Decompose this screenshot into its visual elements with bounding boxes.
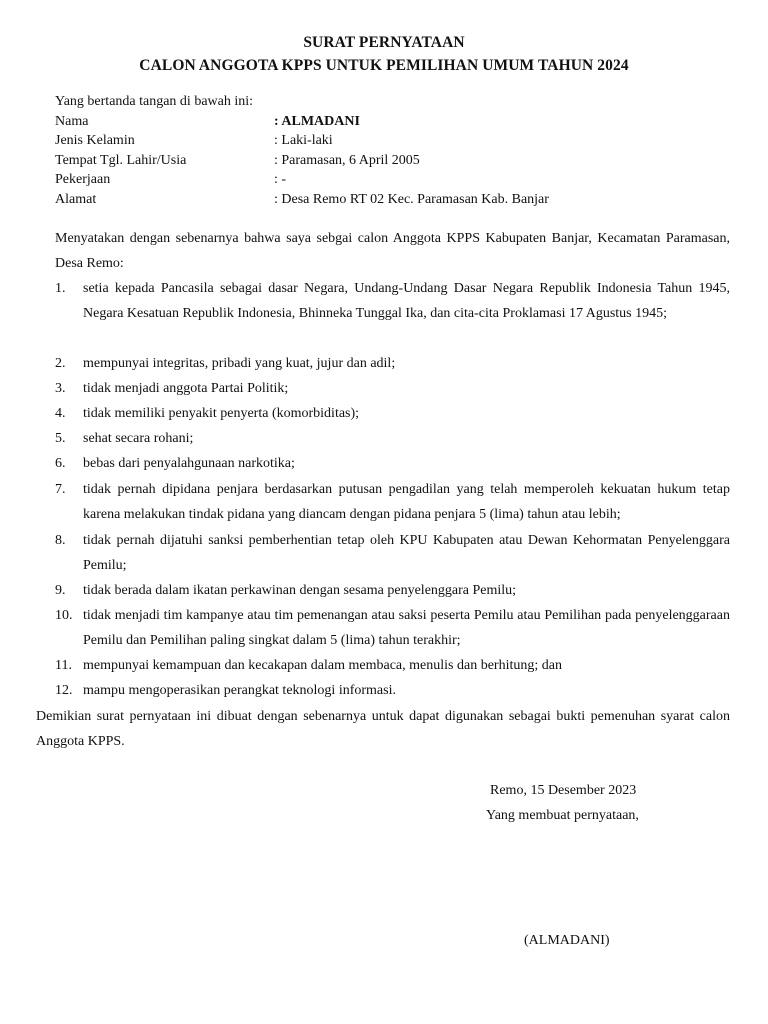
list-item-text: tidak menjadi anggota Partai Politik; [83, 381, 289, 396]
field-jenis-kelamin [55, 133, 735, 153]
list-item-text: tidak berada dalam ikatan perkawinan dengan sesama penyelenggara Pemilu; [83, 583, 517, 598]
list-item-text: setia kepada Pancasila sebagai dasar Negara, Undang-Undang Dasar Negara Republik Indonesia Tahun 1945, Negara Kesatuan Republik Indonesia, Bhinneka Tunggal Ika, dan cita-cita Proklamasi 17 Agustus 1945; [83, 281, 730, 321]
field-nama [55, 114, 735, 134]
list-item-text: bebas dari penyalahgunaan narkotika; [83, 456, 295, 471]
field-label: Pekerjaan [55, 172, 111, 187]
list-item-number: 10. [55, 608, 73, 623]
maker-label: Yang membuat pernyataan, [486, 808, 639, 823]
list-item-text: sehat secara rohani; [83, 431, 194, 446]
field-value: : - [274, 172, 287, 187]
list-item-number: 9. [55, 583, 66, 598]
statement-paragraph: Menyatakan dengan sebenarnya bahwa saya sebgai calon Anggota KPPS Kabupaten Banjar, Kecamatan Paramasan, Desa Remo: [55, 231, 730, 271]
field-value: : ALMADANI [274, 114, 360, 129]
list-item-number: 11. [55, 658, 72, 673]
list-item-number: 4. [55, 406, 66, 421]
list-item-number: 1. [55, 281, 66, 296]
list-item-number: 3. [55, 381, 66, 396]
field-tempat-tgl-lahir [55, 153, 735, 173]
field-label: Tempat Tgl. Lahir/Usia [55, 153, 187, 168]
list-item-text: tidak pernah dijatuhi sanksi pemberhentian tetap oleh KPU Kabupaten atau Dewan Kehormatan Penyelenggara Pemilu; [83, 533, 730, 573]
list-item-number: 12. [55, 683, 73, 698]
list-item-number: 8. [55, 533, 66, 548]
field-pekerjaan [55, 172, 735, 192]
list-item-text: mempunyai integritas, pribadi yang kuat, jujur dan adil; [83, 356, 396, 371]
document-title: SURAT PERNYATAAN [303, 34, 465, 51]
document-subtitle: CALON ANGGOTA KPPS UNTUK PEMILIHAN UMUM TAHUN 2024 [139, 57, 629, 74]
list-item-text: mempunyai kemampuan dan kecakapan dalam membaca, menulis dan berhitung; dan [83, 658, 562, 673]
field-value: : Laki-laki [274, 133, 333, 148]
list-item-text: mampu mengoperasikan perangkat teknologi informasi. [83, 683, 396, 698]
field-label: Jenis Kelamin [55, 133, 135, 148]
list-item-number: 5. [55, 431, 66, 446]
field-label: Nama [55, 114, 89, 129]
intro-text: Yang bertanda tangan di bawah ini: [55, 94, 254, 109]
field-value: : Desa Remo RT 02 Kec. Paramasan Kab. Banjar [274, 192, 549, 207]
field-label: Alamat [55, 192, 97, 207]
list-item-number: 6. [55, 456, 66, 471]
list-item-text: tidak pernah dipidana penjara berdasarkan putusan pengadilan yang telah memperoleh kekuatan hukum tetap karena melakukan tindak pidana yang diancam dengan pidana penjara 5 (lima) tahun atau lebih; [83, 482, 730, 522]
closing-paragraph: Demikian surat pernyataan ini dibuat dengan sebenarnya untuk dapat digunakan sebagai bukti pemenuhan syarat calon Anggota KPPS. [36, 709, 730, 749]
list-item-text: tidak memiliki penyakit penyerta (komorbiditas); [83, 406, 360, 421]
list-item-text: tidak menjadi tim kampanye atau tim pemenangan atau saksi peserta Pemilu atau Pemilihan pada penyelenggaraan Pemilu dan Pemilihan paling singkat dalam 5 (lima) tahun terakhir; [83, 608, 730, 648]
field-alamat [55, 192, 735, 212]
list-item-number: 2. [55, 356, 66, 371]
place-date: Remo, 15 Desember 2023 [490, 783, 637, 798]
field-value: : Paramasan, 6 April 2005 [274, 153, 420, 168]
list-item-number: 7. [55, 482, 66, 497]
signer-name: (ALMADANI) [524, 933, 610, 948]
